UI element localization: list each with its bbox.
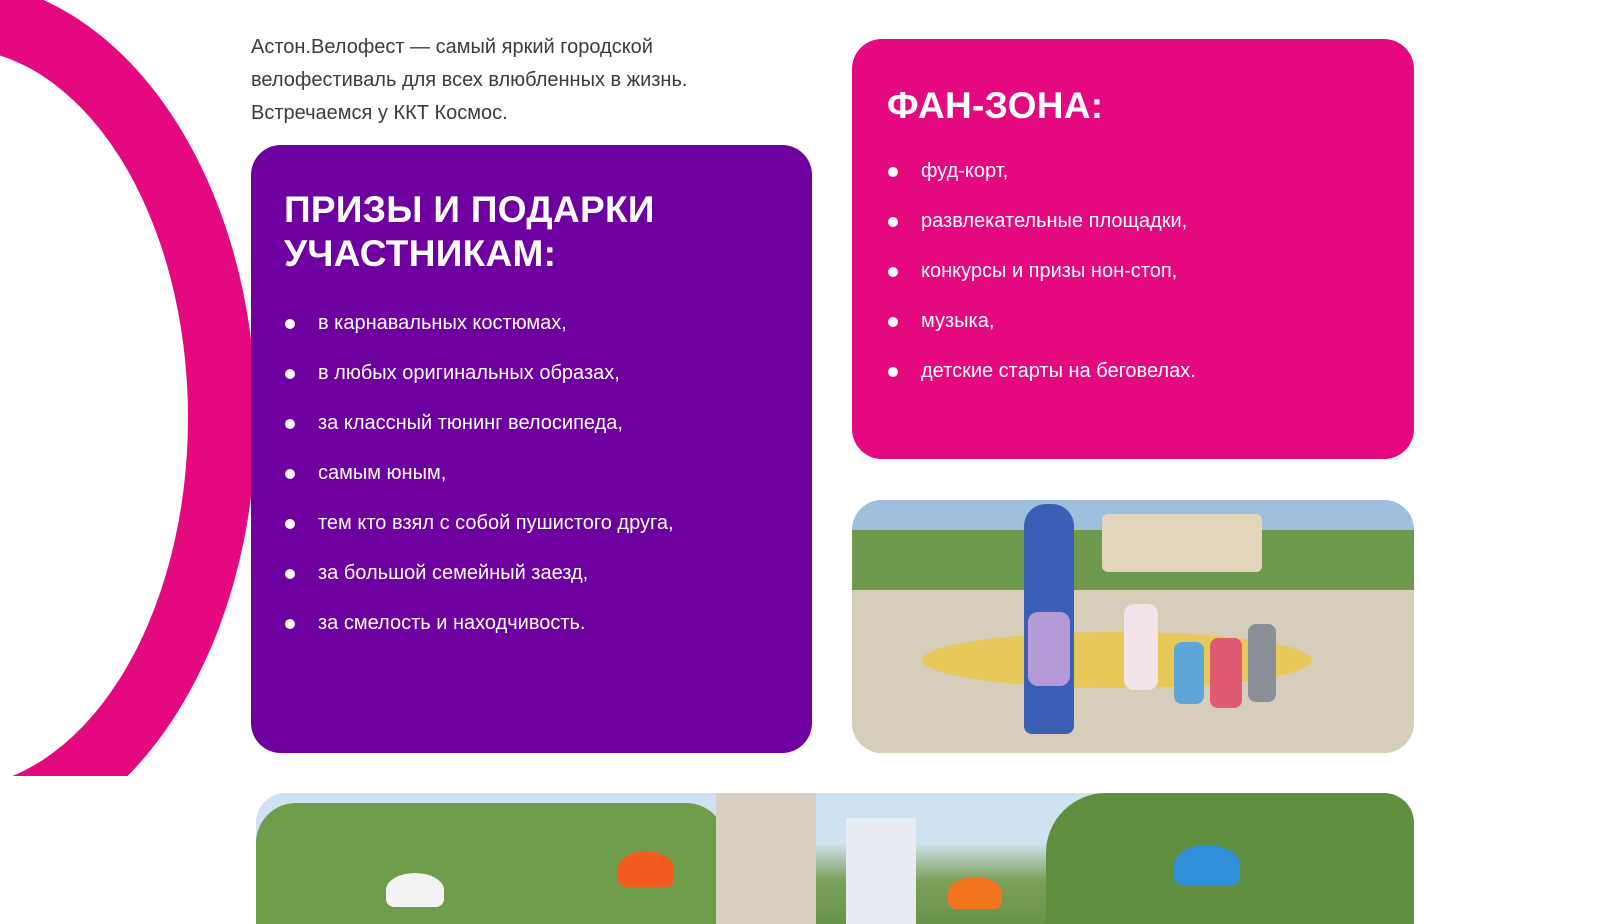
prizes-title-line: УЧАСТНИКАМ: <box>284 233 557 274</box>
bullet-icon <box>285 569 295 579</box>
bullet-icon <box>285 419 295 429</box>
list-item-label: за классный тюнинг велосипеда, <box>318 412 623 434</box>
bullet-icon <box>888 317 898 327</box>
list-item <box>887 258 1384 284</box>
list-item-label: тем кто взял с собой пушистого друга, <box>318 512 674 534</box>
list-item <box>284 610 782 636</box>
bullet-icon <box>888 367 898 377</box>
list-item-label: в любых оригинальных образах, <box>318 362 620 384</box>
list-item <box>284 510 782 536</box>
list-item <box>887 158 1384 184</box>
list-item <box>887 358 1384 384</box>
intro-text <box>251 31 771 130</box>
prizes-title <box>284 188 782 276</box>
list-item <box>887 208 1384 234</box>
list-item-label: самым юным, <box>318 462 447 484</box>
list-item <box>284 360 782 386</box>
bullet-icon <box>285 619 295 629</box>
bullet-icon <box>285 469 295 479</box>
list-item-label: конкурсы и призы нон-стоп, <box>921 260 1178 282</box>
bullet-icon <box>285 369 295 379</box>
list-item <box>887 308 1384 334</box>
list-item <box>284 560 782 586</box>
kids-fanzone-photo <box>852 500 1414 753</box>
prizes-card <box>251 145 812 753</box>
fanzone-title: ФАН-ЗОНА: <box>887 85 1104 126</box>
intro-line: Астон.Велофест — самый яркий городской <box>251 36 653 58</box>
decorative-pink-arc <box>0 0 256 856</box>
list-item-label: развлекательные площадки, <box>921 210 1188 232</box>
list-item <box>284 460 782 486</box>
prizes-list <box>284 310 782 636</box>
list-item-label: фуд-корт, <box>921 160 1009 182</box>
intro-line: Встречаемся у ККТ Космос. <box>251 102 508 124</box>
bullet-icon <box>888 167 898 177</box>
bullet-icon <box>285 319 295 329</box>
bullet-icon <box>888 217 898 227</box>
fanzone-card <box>852 39 1414 459</box>
bullet-icon <box>285 519 295 529</box>
list-item-label: в карнавальных костюмах, <box>318 312 567 334</box>
intro-line: велофестиваль для всех влюбленных в жизнь. <box>251 69 688 91</box>
list-item-label: детские старты на беговелах. <box>921 360 1196 382</box>
list-item-label: за смелость и находчивость. <box>318 612 586 634</box>
list-item-label: за большой семейный заезд, <box>318 562 589 584</box>
list-item <box>284 310 782 336</box>
prizes-title-line: ПРИЗЫ И ПОДАРКИ <box>284 189 655 230</box>
cyclists-photo <box>256 793 1414 924</box>
list-item-label: музыка, <box>921 310 995 332</box>
bullet-icon <box>888 267 898 277</box>
fanzone-list <box>887 158 1384 384</box>
list-item <box>284 410 782 436</box>
